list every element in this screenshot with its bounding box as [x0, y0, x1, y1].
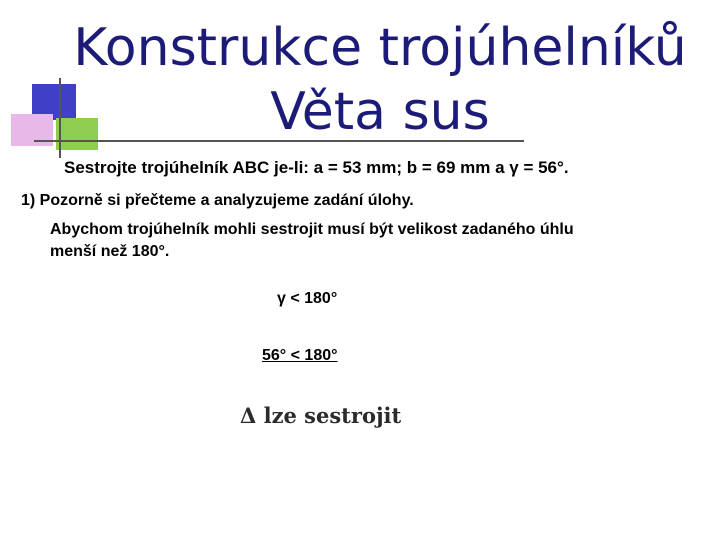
explanation-line1: Abychom trojúhelník mohli sestrojit musí být velikost zadaného úhlu — [50, 221, 574, 238]
slide-title-line1: Konstrukce trojúhelníků — [73, 18, 687, 78]
condition-specific: 56° < 180° — [262, 347, 338, 364]
result-text: Δ lze sestrojit — [240, 403, 402, 428]
condition-general: γ < 180° — [277, 290, 338, 307]
assignment-text: Sestrojte trojúhelník ABC je-li: a = 53 mm; b = 69 mm a γ = 56°. — [64, 158, 569, 177]
slide-title-line2: Věta sus — [270, 82, 490, 142]
step1-text: 1) Pozorně si přečteme a analyzujeme zadání úlohy. — [21, 192, 414, 209]
explanation-line2: menší než 180°. — [50, 243, 170, 260]
